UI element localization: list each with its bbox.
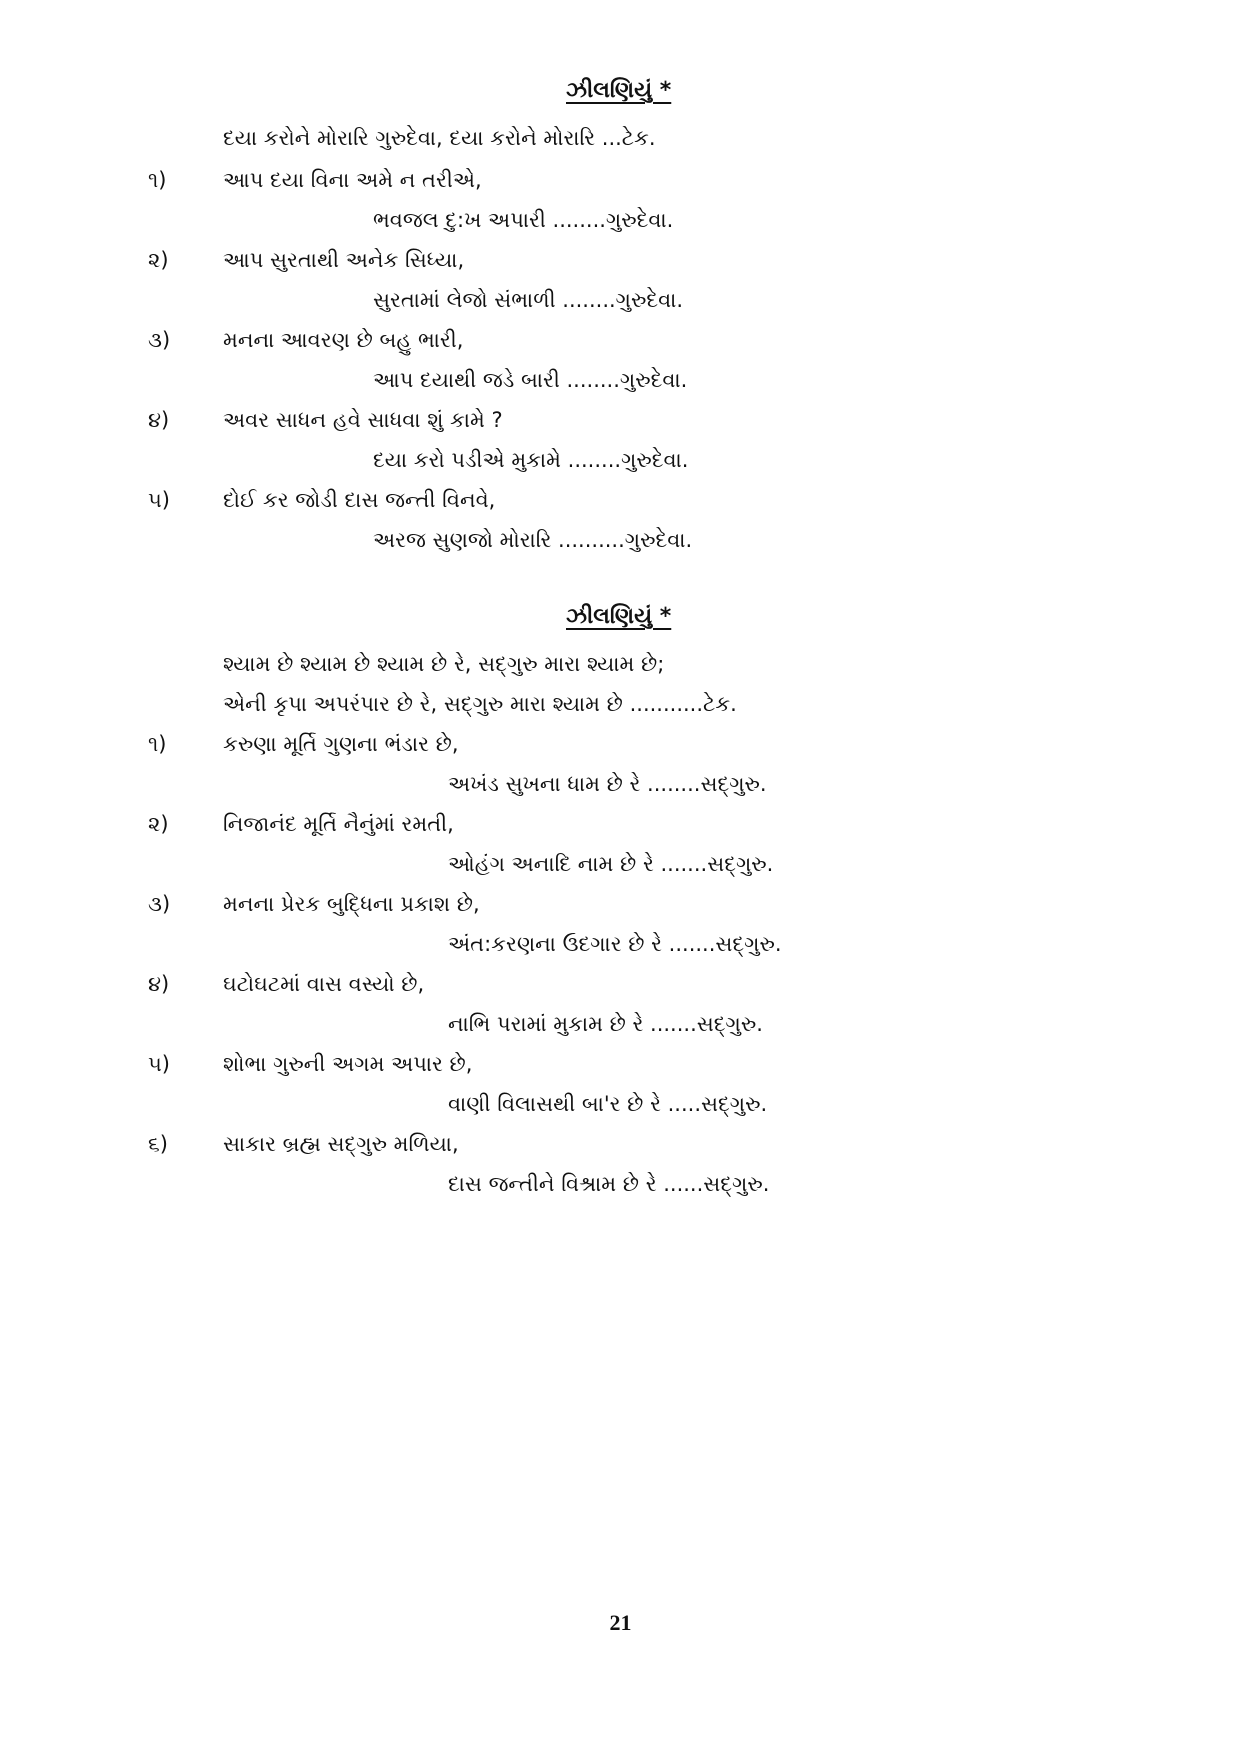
verse-line: આપ દયાથી જડે બારી ........ગુરુદેવા. bbox=[373, 368, 688, 392]
section2-title: ઝીલણિયું * bbox=[566, 604, 672, 629]
verse-line: ઘટોઘટમાં વાસ વસ્યો છે, bbox=[223, 972, 425, 996]
verse-line: સુરતામાં લેજો સંભાળી ........ગુરુદેવા. bbox=[373, 288, 684, 312]
verse-line: ઓહંગ અનાદિ નામ છે રે .......સદ્‌ગુરુ. bbox=[448, 852, 774, 876]
verse-line: ભવજલ દુ:ખ અપારી ........ગુરુદેવા. bbox=[373, 208, 674, 232]
section1-title: ઝીલણિયું * bbox=[566, 78, 672, 103]
verse-line: શોભા ગુરુની અગમ અપાર છે, bbox=[223, 1052, 473, 1076]
page-number: 21 bbox=[609, 1610, 632, 1635]
verse-number: ૨) bbox=[148, 812, 169, 836]
verse-line: મનના પ્રેરક બુદ્ધિના પ્રકાશ છે, bbox=[223, 892, 480, 916]
verse-line: આપ દયા વિના અમે ન તરીએ, bbox=[223, 168, 482, 192]
verse-number: ૪) bbox=[148, 972, 170, 996]
verse-line: આપ સુરતાથી અનેક સિધ્યા, bbox=[223, 248, 465, 272]
verse-line: દોઈ કર જોડી દાસ જન્તી વિનવે, bbox=[223, 488, 496, 512]
verse-number: ૬) bbox=[148, 1132, 168, 1156]
verse-number: ૫) bbox=[148, 488, 170, 512]
verse-number: ૧) bbox=[148, 168, 167, 192]
verse-line: નિજાનંદ મૂર્તિ નૈનુંમાં રમતી, bbox=[223, 812, 454, 836]
verse-number: ૫) bbox=[148, 1052, 170, 1076]
verse-number: ૧) bbox=[148, 732, 167, 756]
verse-line: અવર સાધન હવે સાધવા શું કામે ? bbox=[223, 408, 503, 432]
verse-line: અરજ સુણજો મોરારિ ..........ગુરુદેવા. bbox=[373, 528, 693, 552]
verse-line: મનના આવરણ છે બહુ ભારી, bbox=[223, 328, 464, 352]
verse-line: કરુણા મૂર્તિ ગુણના ભંડાર છે, bbox=[223, 732, 459, 756]
verse-line: દયા કરો પડીએ મુકામે ........ગુરુદેવા. bbox=[373, 448, 689, 472]
verse-number: ૩) bbox=[148, 328, 171, 352]
section2-refrain: શ્યામ છે શ્યામ છે શ્યામ છે રે, સદ્‌ગુરુ મારા શ્યામ છે; bbox=[223, 652, 665, 676]
verse-line: અંત:કરણના ઉદગાર છે રે .......સદ્‌ગુરુ. bbox=[448, 932, 782, 956]
verse-line: વાણી વિલાસથી બા'ર છે રે .....સદ્‌ગુરુ. bbox=[448, 1092, 768, 1116]
verse-number: ૩) bbox=[148, 892, 171, 916]
verse-number: ૪) bbox=[148, 408, 170, 432]
section1-refrain: દયા કરોને મોરારિ ગુરુદેવા, દયા કરોને મોરારિ ...ટેક. bbox=[223, 126, 656, 150]
verse-line: દાસ જન્તીને વિશ્રામ છે રે ......સદ્‌ગુરુ. bbox=[448, 1172, 770, 1196]
verse-line: અખંડ સુખના ધામ છે રે ........સદ્‌ગુરુ. bbox=[448, 772, 767, 796]
verse-number: ૨) bbox=[148, 248, 169, 272]
section2-refrain: એની કૃપા અપરંપાર છે રે, સદ્‌ગુરુ મારા શ્યામ છે ...........ટેક. bbox=[223, 692, 737, 716]
verse-line: નાભિ પરામાં મુકામ છે રે .......સદ્‌ગુરુ. bbox=[448, 1012, 763, 1036]
verse-line: સાકાર બ્રહ્મ સદ્‌ગુરુ મળિયા, bbox=[223, 1132, 459, 1156]
